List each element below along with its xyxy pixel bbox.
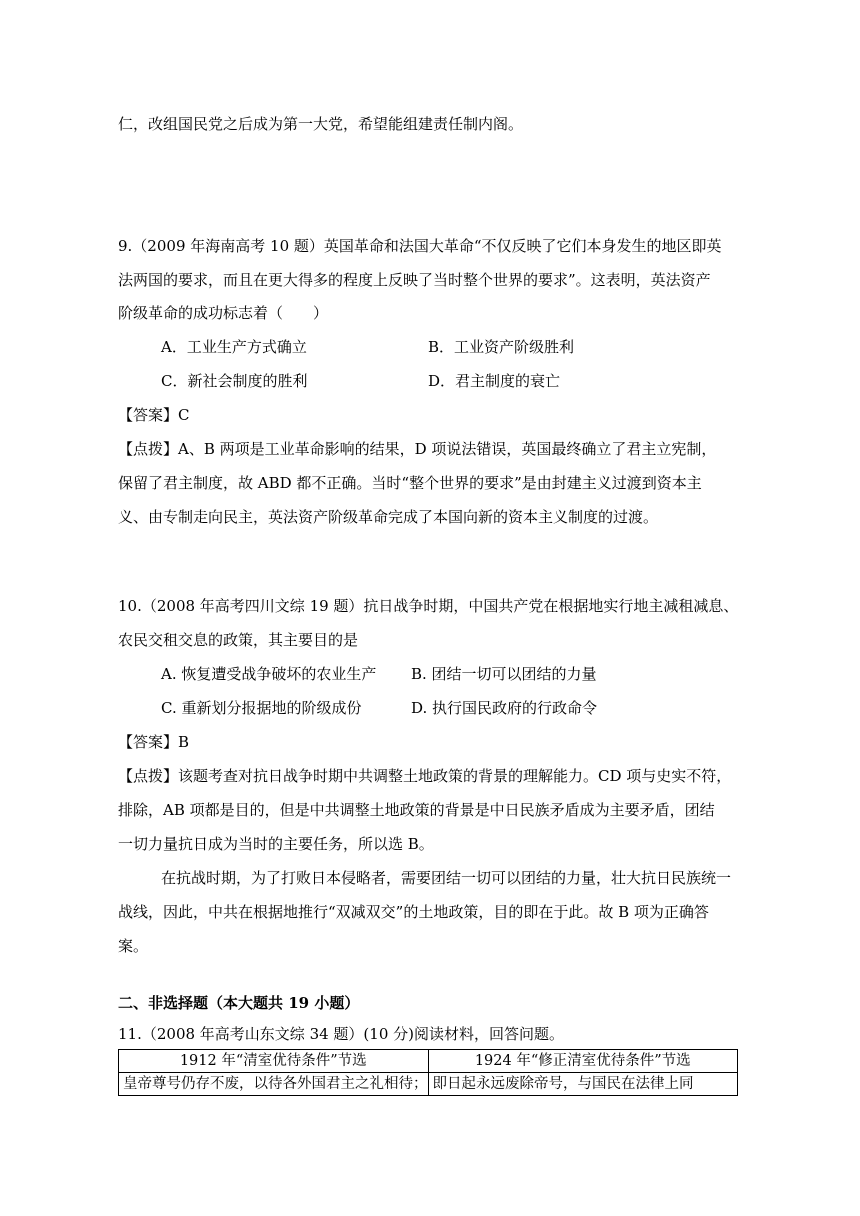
table-row bbox=[119, 1073, 738, 1096]
q10-explanation-line-2: 排除，AB 项都是目的，但是中共调整土地政策的背景是中日民族矛盾成为主要矛盾，团结 bbox=[118, 801, 715, 819]
q9-option-b: B．工业资产阶级胜利 bbox=[428, 338, 575, 356]
q10-option-a: A. 恢复遭受战争破坏的农业生产 bbox=[161, 665, 377, 683]
table-header-row bbox=[119, 1050, 738, 1073]
q10-explanation-line-6: 案。 bbox=[118, 937, 149, 955]
q9-option-a: A．工业生产方式确立 bbox=[161, 338, 307, 356]
q10-explanation-line-1: 【点拨】该题考查对抗日战争时期中共调整土地政策的背景的理解能力。CD 项与史实不符， bbox=[118, 767, 732, 785]
q10-stem-line-1: 10.（2008 年高考四川文综 19 题）抗日战争时期，中国共产党在根据地实行地主减租减息、 bbox=[118, 597, 739, 615]
intro-paragraph: 仁，改组国民党之后成为第一大党，希望能组建责任制内阁。 bbox=[118, 115, 524, 133]
q9-explanation-line-3: 义、由专制走向民主，英法资产阶级革命完成了本国向新的资本主义制度的过渡。 bbox=[118, 508, 659, 526]
q10-option-b: B. 团结一切可以团结的力量 bbox=[411, 665, 597, 683]
q10-explanation-line-5: 战线，因此，中共在根据地推行“双减双交”的土地政策，目的即在于此。故 B 项为正确答 bbox=[118, 903, 709, 921]
q9-option-c: C．新社会制度的胜利 bbox=[161, 372, 308, 390]
q9-stem-line-1: 9.（2009 年海南高考 10 题）英国革命和法国大革命“不仅反映了它们本身发生的地区即英 bbox=[118, 237, 722, 255]
q10-option-d: D. 执行国民政府的行政命令 bbox=[411, 699, 598, 717]
q10-answer: 【答案】B bbox=[118, 733, 190, 751]
table-cell-1912: 皇帝尊号仍存不废，以待各外国君主之礼相待； bbox=[119, 1073, 429, 1096]
q10-option-c: C. 重新划分报据地的阶级成份 bbox=[161, 699, 362, 717]
q10-explanation-line-3: 一切力量抗日成为当时的主要任务，所以选 B。 bbox=[118, 835, 434, 853]
q9-option-d: D．君主制度的衰亡 bbox=[428, 372, 561, 390]
q9-answer: 【答案】C bbox=[118, 406, 190, 424]
q9-explanation-line-1: 【点拨】A、B 两项是工业革命影响的结果，D 项说法错误，英国最终确立了君主立宪制， bbox=[118, 440, 717, 458]
q11-comparison-table bbox=[118, 1049, 738, 1096]
q10-stem-line-2: 农民交租交息的政策，其主要目的是 bbox=[118, 631, 359, 649]
table-header-1924: 1924 年“修正清室优待条件”节选 bbox=[428, 1050, 738, 1073]
q11-stem: 11.（2008 年高考山东文综 34 题）(10 分)阅读材料，回答问题。 bbox=[118, 1025, 564, 1043]
table-cell-1924: 即日起永远废除帝号，与国民在法律上同 bbox=[428, 1073, 738, 1096]
q9-stem-line-3: 阶级革命的成功标志着（ ） bbox=[118, 304, 329, 322]
q9-stem-line-2: 法两国的要求，而且在更大得多的程度上反映了当时整个世界的要求”。这表明，英法资产 bbox=[118, 271, 711, 289]
q10-explanation-line-4: 在抗战时期，为了打败日本侵略者，需要团结一切可以团结的力量，壮大抗日民族统一 bbox=[161, 869, 732, 887]
table-header-1912: 1912 年“清室优待条件”节选 bbox=[119, 1050, 429, 1073]
section-2-heading: 二、非选择题（本大题共 19 小题） bbox=[118, 994, 360, 1012]
q9-explanation-line-2: 保留了君主制度，故 ABD 都不正确。当时“整个世界的要求”是由封建主义过渡到资本主 bbox=[118, 474, 702, 492]
